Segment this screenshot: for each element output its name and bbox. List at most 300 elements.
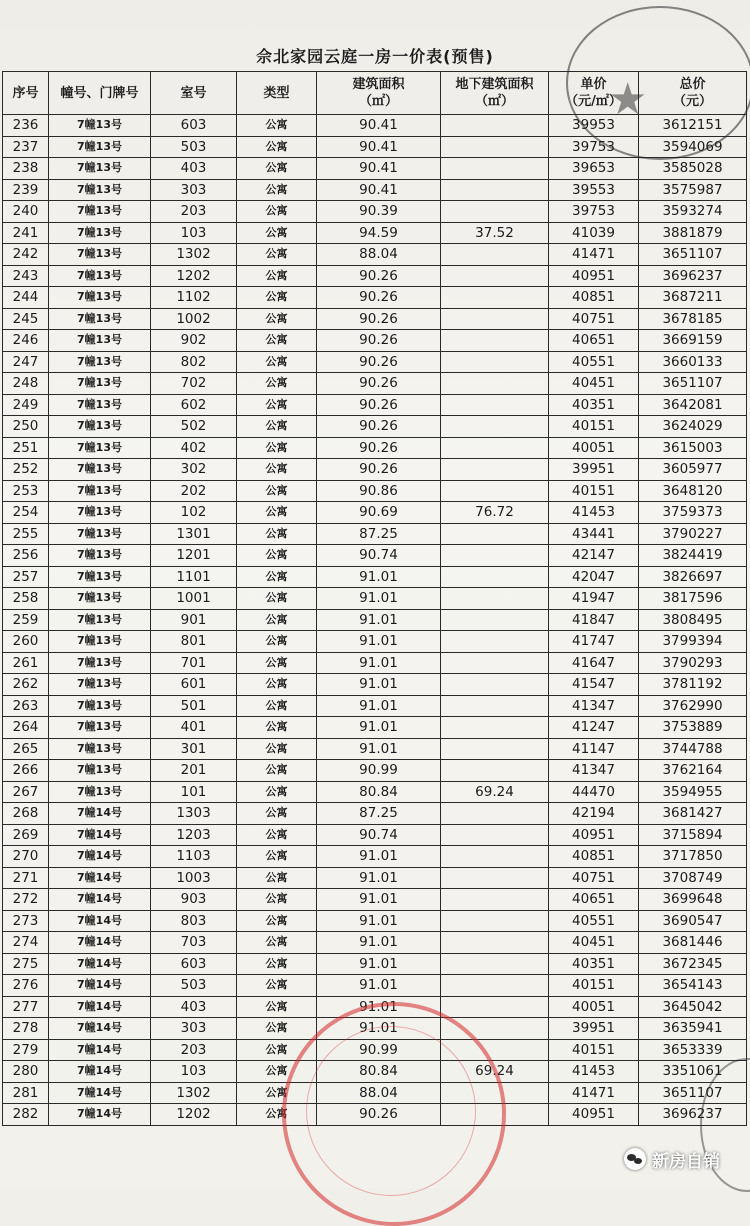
cell-total-price: 3699648 xyxy=(639,889,747,911)
cell-building: 7幢13号 xyxy=(49,115,151,137)
cell-building: 7幢14号 xyxy=(49,1082,151,1104)
cell-seq: 278 xyxy=(3,1018,49,1040)
cell-area: 90.26 xyxy=(317,330,441,352)
header-underground-area: 地下建筑面积 （㎡） xyxy=(441,72,549,115)
cell-seq: 246 xyxy=(3,330,49,352)
cell-underground-area xyxy=(441,588,549,610)
cell-area: 90.26 xyxy=(317,1104,441,1126)
cell-type: 公寓 xyxy=(237,867,317,889)
table-row xyxy=(3,996,747,1018)
cell-area: 91.01 xyxy=(317,867,441,889)
cell-area: 90.99 xyxy=(317,760,441,782)
cell-room: 1002 xyxy=(151,308,237,330)
cell-underground-area xyxy=(441,652,549,674)
cell-area: 90.41 xyxy=(317,158,441,180)
cell-underground-area xyxy=(441,996,549,1018)
cell-seq: 270 xyxy=(3,846,49,868)
cell-total-price: 3696237 xyxy=(639,1104,747,1126)
cell-underground-area xyxy=(441,437,549,459)
cell-total-price: 3881879 xyxy=(639,222,747,244)
cell-seq: 245 xyxy=(3,308,49,330)
cell-building: 7幢14号 xyxy=(49,953,151,975)
wechat-icon xyxy=(624,1148,646,1170)
cell-area: 90.74 xyxy=(317,824,441,846)
cell-total-price: 3708749 xyxy=(639,867,747,889)
cell-seq: 273 xyxy=(3,910,49,932)
table-row xyxy=(3,674,747,696)
cell-building: 7幢13号 xyxy=(49,136,151,158)
cell-room: 201 xyxy=(151,760,237,782)
cell-unit-price: 41947 xyxy=(549,588,639,610)
table-row xyxy=(3,330,747,352)
cell-type: 公寓 xyxy=(237,1039,317,1061)
cell-type: 公寓 xyxy=(237,889,317,911)
cell-room: 903 xyxy=(151,889,237,911)
cell-area: 91.01 xyxy=(317,889,441,911)
cell-type: 公寓 xyxy=(237,179,317,201)
cell-area: 91.01 xyxy=(317,738,441,760)
cell-area: 90.26 xyxy=(317,351,441,373)
cell-unit-price: 42194 xyxy=(549,803,639,825)
cell-underground-area xyxy=(441,244,549,266)
cell-type: 公寓 xyxy=(237,975,317,997)
cell-building: 7幢13号 xyxy=(49,158,151,180)
cell-building: 7幢13号 xyxy=(49,695,151,717)
cell-building: 7幢13号 xyxy=(49,545,151,567)
cell-room: 1202 xyxy=(151,265,237,287)
cell-total-price: 3696237 xyxy=(639,265,747,287)
cell-room: 702 xyxy=(151,373,237,395)
cell-underground-area xyxy=(441,566,549,588)
cell-total-price: 3594069 xyxy=(639,136,747,158)
cell-room: 401 xyxy=(151,717,237,739)
cell-unit-price: 39951 xyxy=(549,1018,639,1040)
table-row xyxy=(3,523,747,545)
cell-room: 503 xyxy=(151,136,237,158)
cell-unit-price: 40451 xyxy=(549,373,639,395)
cell-area: 91.01 xyxy=(317,717,441,739)
cell-unit-price: 41247 xyxy=(549,717,639,739)
cell-building: 7幢14号 xyxy=(49,975,151,997)
table-row xyxy=(3,738,747,760)
cell-seq: 272 xyxy=(3,889,49,911)
cell-type: 公寓 xyxy=(237,394,317,416)
cell-building: 7幢14号 xyxy=(49,1018,151,1040)
cell-unit-price: 41347 xyxy=(549,695,639,717)
cell-building: 7幢13号 xyxy=(49,287,151,309)
cell-area: 90.26 xyxy=(317,394,441,416)
cell-unit-price: 41647 xyxy=(549,652,639,674)
cell-underground-area xyxy=(441,330,549,352)
cell-room: 603 xyxy=(151,115,237,137)
cell-area: 94.59 xyxy=(317,222,441,244)
cell-underground-area xyxy=(441,803,549,825)
cell-type: 公寓 xyxy=(237,158,317,180)
cell-unit-price: 39553 xyxy=(549,179,639,201)
cell-unit-price: 40651 xyxy=(549,330,639,352)
cell-total-price: 3660133 xyxy=(639,351,747,373)
table-row xyxy=(3,953,747,975)
cell-building: 7幢13号 xyxy=(49,179,151,201)
cell-total-price: 3687211 xyxy=(639,287,747,309)
cell-area: 91.01 xyxy=(317,910,441,932)
cell-total-price: 3615003 xyxy=(639,437,747,459)
cell-area: 91.01 xyxy=(317,566,441,588)
cell-seq: 241 xyxy=(3,222,49,244)
table-row xyxy=(3,1018,747,1040)
cell-type: 公寓 xyxy=(237,738,317,760)
cell-total-price: 3651107 xyxy=(639,1082,747,1104)
table-row xyxy=(3,308,747,330)
cell-room: 1003 xyxy=(151,867,237,889)
cell-building: 7幢14号 xyxy=(49,1039,151,1061)
cell-type: 公寓 xyxy=(237,1082,317,1104)
cell-area: 87.25 xyxy=(317,803,441,825)
cell-building: 7幢13号 xyxy=(49,502,151,524)
cell-area: 90.69 xyxy=(317,502,441,524)
cell-total-price: 3717850 xyxy=(639,846,747,868)
cell-seq: 271 xyxy=(3,867,49,889)
cell-type: 公寓 xyxy=(237,824,317,846)
cell-room: 301 xyxy=(151,738,237,760)
cell-room: 1302 xyxy=(151,1082,237,1104)
cell-seq: 268 xyxy=(3,803,49,825)
cell-seq: 250 xyxy=(3,416,49,438)
cell-building: 7幢13号 xyxy=(49,308,151,330)
cell-area: 91.01 xyxy=(317,674,441,696)
cell-room: 1103 xyxy=(151,846,237,868)
table-row xyxy=(3,459,747,481)
cell-building: 7幢14号 xyxy=(49,1061,151,1083)
cell-underground-area xyxy=(441,287,549,309)
watermark xyxy=(624,1144,720,1174)
cell-underground-area xyxy=(441,717,549,739)
cell-unit-price: 43441 xyxy=(549,523,639,545)
cell-seq: 261 xyxy=(3,652,49,674)
cell-building: 7幢13号 xyxy=(49,201,151,223)
cell-type: 公寓 xyxy=(237,760,317,782)
cell-building: 7幢13号 xyxy=(49,588,151,610)
cell-underground-area xyxy=(441,308,549,330)
cell-seq: 277 xyxy=(3,996,49,1018)
cell-unit-price: 40151 xyxy=(549,975,639,997)
cell-building: 7幢14号 xyxy=(49,1104,151,1126)
cell-seq: 249 xyxy=(3,394,49,416)
table-row xyxy=(3,480,747,502)
cell-underground-area xyxy=(441,846,549,868)
cell-unit-price: 40951 xyxy=(549,1104,639,1126)
cell-building: 7幢13号 xyxy=(49,244,151,266)
cell-area: 90.86 xyxy=(317,480,441,502)
cell-building: 7幢14号 xyxy=(49,889,151,911)
cell-total-price: 3817596 xyxy=(639,588,747,610)
cell-room: 1303 xyxy=(151,803,237,825)
cell-unit-price: 40051 xyxy=(549,996,639,1018)
cell-type: 公寓 xyxy=(237,631,317,653)
cell-room: 603 xyxy=(151,953,237,975)
cell-room: 403 xyxy=(151,996,237,1018)
cell-seq: 253 xyxy=(3,480,49,502)
cell-seq: 274 xyxy=(3,932,49,954)
cell-total-price: 3753889 xyxy=(639,717,747,739)
table-row xyxy=(3,265,747,287)
cell-building: 7幢13号 xyxy=(49,351,151,373)
cell-underground-area xyxy=(441,1039,549,1061)
cell-unit-price: 39953 xyxy=(549,115,639,137)
cell-room: 1101 xyxy=(151,566,237,588)
cell-underground-area xyxy=(441,136,549,158)
cell-seq: 265 xyxy=(3,738,49,760)
cell-area: 80.84 xyxy=(317,1061,441,1083)
cell-area: 91.01 xyxy=(317,1018,441,1040)
cell-area: 88.04 xyxy=(317,1082,441,1104)
cell-room: 902 xyxy=(151,330,237,352)
header-type: 类型 xyxy=(237,72,317,115)
table-row xyxy=(3,115,747,137)
cell-total-price: 3648120 xyxy=(639,480,747,502)
cell-unit-price: 41747 xyxy=(549,631,639,653)
cell-unit-price: 40151 xyxy=(549,480,639,502)
cell-underground-area xyxy=(441,373,549,395)
cell-type: 公寓 xyxy=(237,480,317,502)
table-row xyxy=(3,631,747,653)
cell-underground-area xyxy=(441,760,549,782)
cell-underground-area xyxy=(441,179,549,201)
cell-total-price: 3624029 xyxy=(639,416,747,438)
cell-building: 7幢14号 xyxy=(49,803,151,825)
table-row xyxy=(3,566,747,588)
cell-unit-price: 39951 xyxy=(549,459,639,481)
cell-underground-area xyxy=(441,351,549,373)
cell-seq: 254 xyxy=(3,502,49,524)
table-row xyxy=(3,695,747,717)
cell-total-price: 3790227 xyxy=(639,523,747,545)
table-row xyxy=(3,545,747,567)
cell-unit-price: 41471 xyxy=(549,1082,639,1104)
cell-type: 公寓 xyxy=(237,910,317,932)
cell-type: 公寓 xyxy=(237,932,317,954)
cell-type: 公寓 xyxy=(237,287,317,309)
table-row xyxy=(3,244,747,266)
cell-area: 90.26 xyxy=(317,373,441,395)
cell-type: 公寓 xyxy=(237,265,317,287)
table-row xyxy=(3,136,747,158)
seal-star-icon: ★ xyxy=(608,74,648,125)
cell-unit-price: 40851 xyxy=(549,846,639,868)
cell-area: 88.04 xyxy=(317,244,441,266)
cell-underground-area xyxy=(441,674,549,696)
cell-underground-area xyxy=(441,824,549,846)
cell-seq: 267 xyxy=(3,781,49,803)
cell-building: 7幢13号 xyxy=(49,566,151,588)
cell-building: 7幢13号 xyxy=(49,437,151,459)
cell-room: 1203 xyxy=(151,824,237,846)
cell-building: 7幢13号 xyxy=(49,373,151,395)
cell-seq: 282 xyxy=(3,1104,49,1126)
cell-type: 公寓 xyxy=(237,609,317,631)
cell-room: 203 xyxy=(151,201,237,223)
cell-total-price: 3759373 xyxy=(639,502,747,524)
cell-room: 203 xyxy=(151,1039,237,1061)
table-body xyxy=(3,115,747,1126)
cell-unit-price: 40351 xyxy=(549,394,639,416)
cell-type: 公寓 xyxy=(237,1104,317,1126)
table-row xyxy=(3,394,747,416)
cell-building: 7幢13号 xyxy=(49,631,151,653)
cell-room: 802 xyxy=(151,351,237,373)
table-row xyxy=(3,1104,747,1126)
cell-unit-price: 41039 xyxy=(549,222,639,244)
cell-type: 公寓 xyxy=(237,222,317,244)
cell-room: 901 xyxy=(151,609,237,631)
table-row xyxy=(3,1061,747,1083)
cell-type: 公寓 xyxy=(237,545,317,567)
cell-room: 1202 xyxy=(151,1104,237,1126)
cell-building: 7幢14号 xyxy=(49,824,151,846)
cell-unit-price: 40151 xyxy=(549,416,639,438)
cell-underground-area xyxy=(441,480,549,502)
cell-type: 公寓 xyxy=(237,652,317,674)
cell-building: 7幢13号 xyxy=(49,738,151,760)
cell-type: 公寓 xyxy=(237,996,317,1018)
cell-building: 7幢14号 xyxy=(49,846,151,868)
cell-underground-area xyxy=(441,1082,549,1104)
cell-total-price: 3681446 xyxy=(639,932,747,954)
cell-room: 302 xyxy=(151,459,237,481)
cell-area: 91.01 xyxy=(317,975,441,997)
cell-room: 202 xyxy=(151,480,237,502)
cell-building: 7幢13号 xyxy=(49,609,151,631)
cell-underground-area xyxy=(441,609,549,631)
cell-total-price: 3575987 xyxy=(639,179,747,201)
table-row xyxy=(3,179,747,201)
watermark-text: 新房自销 xyxy=(652,1151,720,1172)
header-area: 建筑面积 （㎡） xyxy=(317,72,441,115)
cell-unit-price: 40751 xyxy=(549,308,639,330)
cell-underground-area xyxy=(441,394,549,416)
cell-type: 公寓 xyxy=(237,846,317,868)
cell-underground-area xyxy=(441,695,549,717)
cell-type: 公寓 xyxy=(237,502,317,524)
cell-room: 1302 xyxy=(151,244,237,266)
cell-building: 7幢14号 xyxy=(49,996,151,1018)
cell-seq: 262 xyxy=(3,674,49,696)
cell-unit-price: 41471 xyxy=(549,244,639,266)
table-row xyxy=(3,1082,747,1104)
cell-building: 7幢14号 xyxy=(49,932,151,954)
cell-total-price: 3612151 xyxy=(639,115,747,137)
cell-underground-area xyxy=(441,158,549,180)
cell-building: 7幢13号 xyxy=(49,760,151,782)
cell-building: 7幢13号 xyxy=(49,265,151,287)
cell-total-price: 3605977 xyxy=(639,459,747,481)
cell-total-price: 3642081 xyxy=(639,394,747,416)
cell-underground-area xyxy=(441,889,549,911)
cell-area: 80.84 xyxy=(317,781,441,803)
cell-unit-price: 42147 xyxy=(549,545,639,567)
cell-room: 1201 xyxy=(151,545,237,567)
table-row xyxy=(3,932,747,954)
cell-unit-price: 44470 xyxy=(549,781,639,803)
cell-seq: 257 xyxy=(3,566,49,588)
cell-building: 7幢14号 xyxy=(49,910,151,932)
cell-unit-price: 42047 xyxy=(549,566,639,588)
cell-total-price: 3762164 xyxy=(639,760,747,782)
table-row xyxy=(3,717,747,739)
cell-room: 403 xyxy=(151,158,237,180)
cell-total-price: 3645042 xyxy=(639,996,747,1018)
cell-type: 公寓 xyxy=(237,115,317,137)
table-row xyxy=(3,824,747,846)
cell-room: 501 xyxy=(151,695,237,717)
table-row xyxy=(3,287,747,309)
cell-type: 公寓 xyxy=(237,201,317,223)
cell-underground-area xyxy=(441,459,549,481)
header-seq: 序号 xyxy=(3,72,49,115)
cell-seq: 238 xyxy=(3,158,49,180)
cell-total-price: 3715894 xyxy=(639,824,747,846)
cell-type: 公寓 xyxy=(237,244,317,266)
cell-unit-price: 40851 xyxy=(549,287,639,309)
cell-unit-price: 40551 xyxy=(549,351,639,373)
cell-underground-area xyxy=(441,416,549,438)
cell-building: 7幢13号 xyxy=(49,222,151,244)
cell-type: 公寓 xyxy=(237,803,317,825)
cell-type: 公寓 xyxy=(237,953,317,975)
cell-area: 91.01 xyxy=(317,953,441,975)
cell-underground-area xyxy=(441,953,549,975)
cell-seq: 281 xyxy=(3,1082,49,1104)
cell-type: 公寓 xyxy=(237,566,317,588)
header-total-price: 总价 （元） xyxy=(639,72,747,115)
cell-underground-area xyxy=(441,631,549,653)
cell-room: 503 xyxy=(151,975,237,997)
cell-room: 1102 xyxy=(151,287,237,309)
cell-building: 7幢13号 xyxy=(49,480,151,502)
cell-building: 7幢13号 xyxy=(49,652,151,674)
cell-underground-area xyxy=(441,738,549,760)
table-row xyxy=(3,373,747,395)
cell-building: 7幢13号 xyxy=(49,674,151,696)
cell-seq: 256 xyxy=(3,545,49,567)
cell-type: 公寓 xyxy=(237,717,317,739)
cell-seq: 240 xyxy=(3,201,49,223)
cell-area: 90.99 xyxy=(317,1039,441,1061)
cell-area: 90.26 xyxy=(317,287,441,309)
cell-seq: 260 xyxy=(3,631,49,653)
cell-unit-price: 40351 xyxy=(549,953,639,975)
cell-type: 公寓 xyxy=(237,695,317,717)
cell-area: 91.01 xyxy=(317,631,441,653)
cell-area: 91.01 xyxy=(317,996,441,1018)
table-row xyxy=(3,846,747,868)
table-row xyxy=(3,760,747,782)
cell-unit-price: 41147 xyxy=(549,738,639,760)
cell-area: 90.26 xyxy=(317,308,441,330)
table-row xyxy=(3,652,747,674)
cell-underground-area xyxy=(441,910,549,932)
table-header xyxy=(3,72,747,115)
cell-total-price: 3790293 xyxy=(639,652,747,674)
cell-type: 公寓 xyxy=(237,781,317,803)
cell-total-price: 3651107 xyxy=(639,373,747,395)
cell-total-price: 3781192 xyxy=(639,674,747,696)
cell-seq: 269 xyxy=(3,824,49,846)
cell-type: 公寓 xyxy=(237,373,317,395)
cell-area: 90.41 xyxy=(317,115,441,137)
cell-seq: 247 xyxy=(3,351,49,373)
cell-total-price: 3799394 xyxy=(639,631,747,653)
